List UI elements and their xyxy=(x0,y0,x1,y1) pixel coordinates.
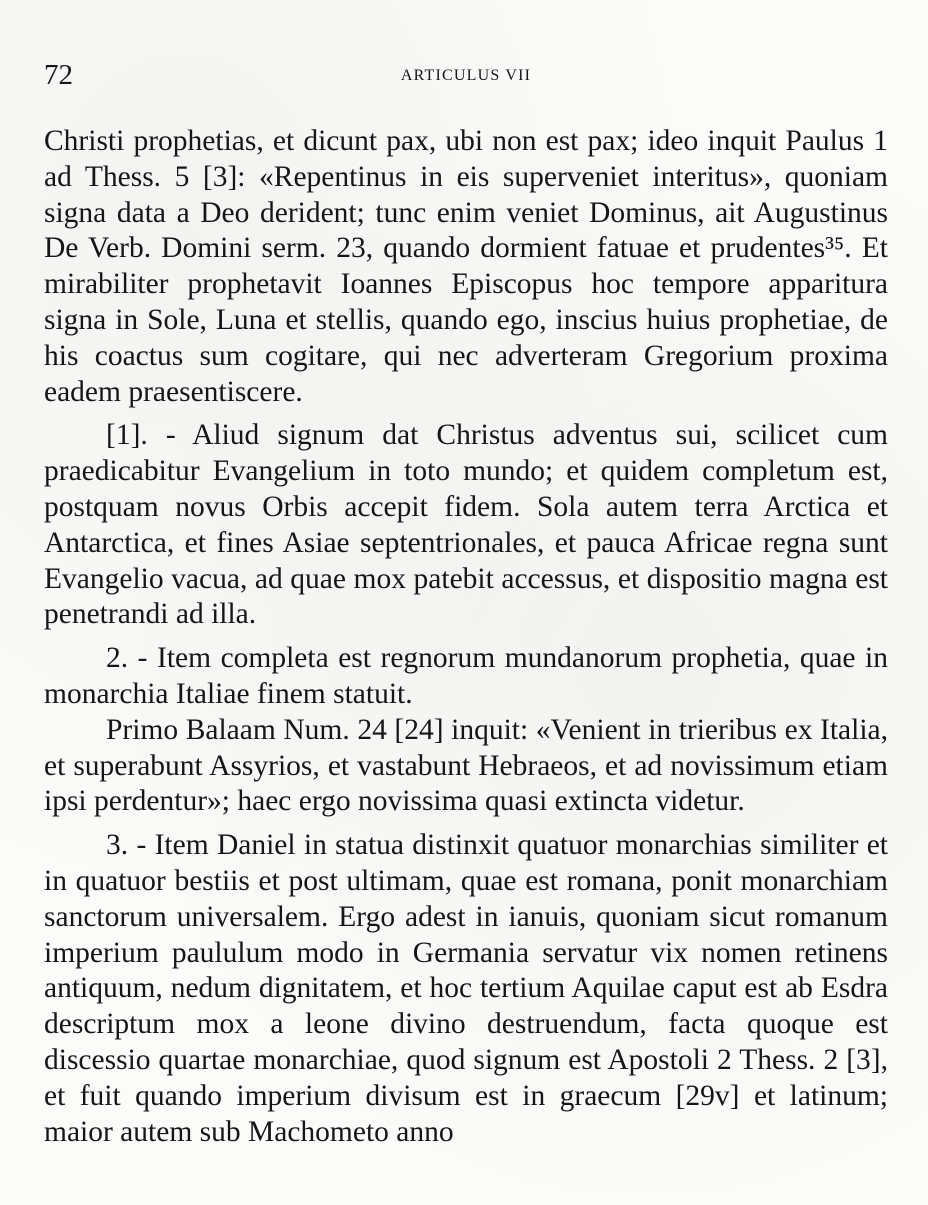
running-head xyxy=(44,58,888,92)
body-text xyxy=(44,124,888,1150)
page-number: 72 xyxy=(44,59,73,91)
paragraph-4: Primo Balaam Num. 24 [24] inquit: «Venient in trieribus ex Italia, et superabunt Assyrios, et vastabunt Hebraeos, et ad novissimum etiam ipsi perdentur»; haec ergo novissima quasi extincta videtur. xyxy=(44,713,888,818)
paragraph-5: 3. - Item Daniel in statua distinxit quatuor monarchias similiter et in quatuor bestiis et post ultimam, quae est romana, ponit monarchiam sanctorum universalem. Ergo adest in ianuis, quoniam sicut romanum imperium paululum modo in Germania servatur vix nomen retinens antiquum, nedum dignitatem, et hoc tertium Aquilae caput est ab Esdra descriptum mox a leone divino destruendum, facta quoque est discessio quartae monarchiae, quod signum est Apostoli 2 Thess. 2 [3], et fuit quando imperium divisum est in graecum [29v] et latinum; maior autem sub Machometo anno xyxy=(44,829,888,1148)
paragraph-3: 2. - Item completa est regnorum mundanorum prophetia, quae in monarchia Italiae finem statuit. xyxy=(44,642,888,710)
running-title: ARTICULUS VII xyxy=(400,67,532,84)
paragraph-1: Christi prophetias, et dicunt pax, ubi non est pax; ideo inquit Paulus 1 ad Thess. 5 [3]: «Repentinus in eis superveniet interitus», quoniam signa data a Deo derident; tunc enim veniet Dominus, ait Augustinus De Verb. Domini serm. 23, quando dormient fatuae et prudentes³⁵. Et mirabiliter prophetavit Ioannes Episcopus hoc tempore apparitura signa in Sole, Luna et stellis, quando ego, inscius huius prophetiae, de his coactus sum cogitare, qui nec adverteram Gregorium proxima eadem praesentiscere. xyxy=(44,125,888,408)
paragraph-2: [1]. - Aliud signum dat Christus adventus sui, scilicet cum praedicabitur Evangelium in toto mundo; et quidem completum est, postquam novus Orbis accepit fidem. Sola autem terra Arctica et Antarctica, et fines Asiae septentrionales, et pauca Africae regna sunt Evangelio vacua, ad quae mox patebit accessus, et dispositio magna est penetrandi ad illa. xyxy=(44,419,888,631)
